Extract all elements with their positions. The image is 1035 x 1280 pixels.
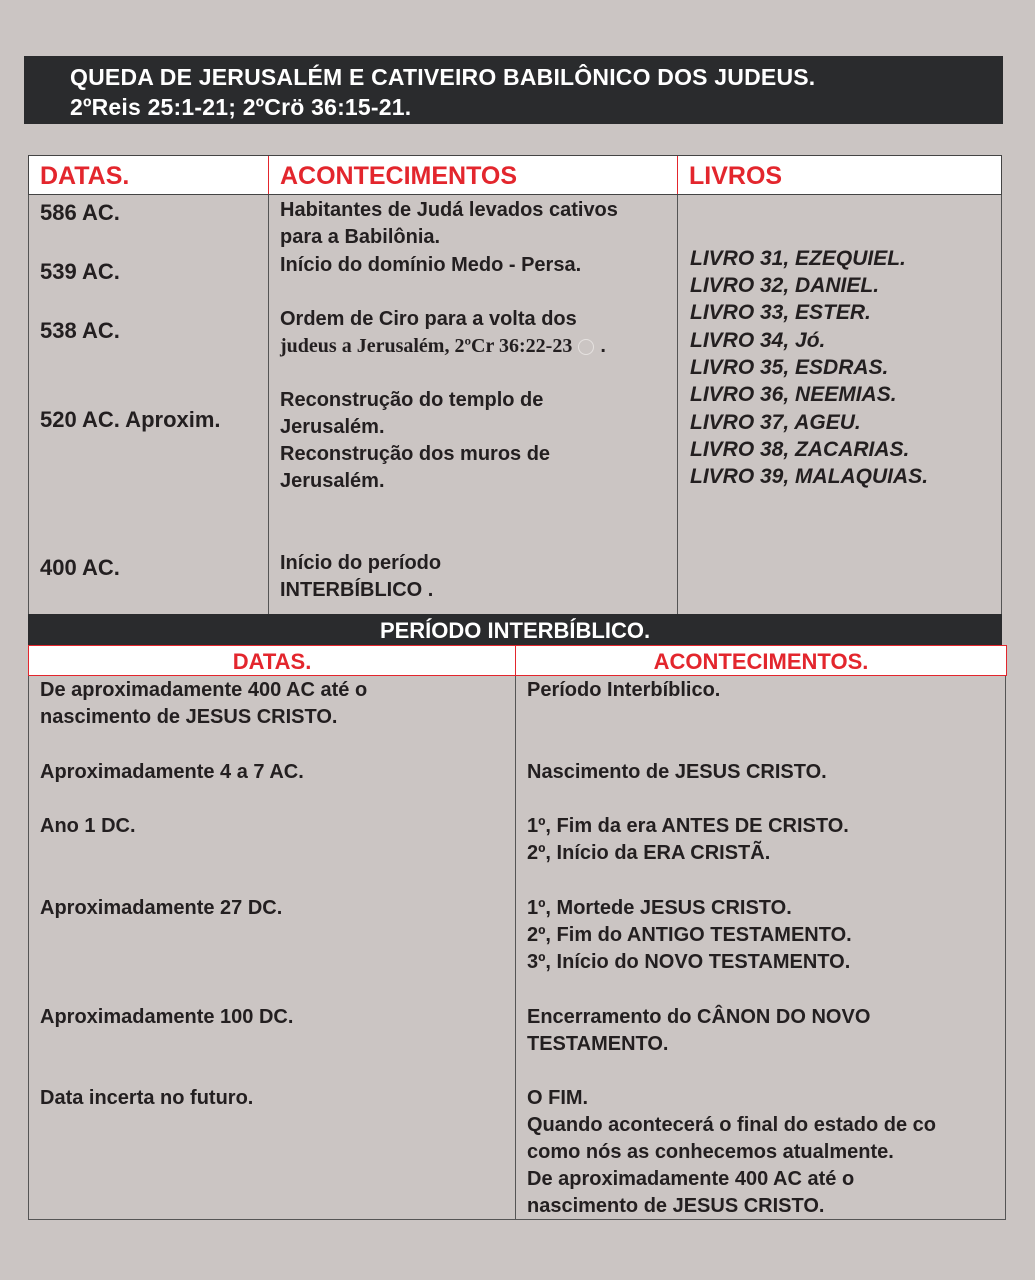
table2-right-border	[1005, 676, 1006, 1220]
title-line-2: 2ºReis 25:1-21; 2ºCrö 36:15-21.	[70, 94, 412, 120]
t2-date-3: Ano 1 DC.	[40, 815, 136, 837]
event-586-line1: Habitantes de Judá levados cativos	[280, 199, 618, 221]
t2-event-6-line1: O FIM.	[527, 1087, 589, 1109]
book-33: LIVRO 33, ESTER.	[690, 301, 871, 324]
table2-left-border	[28, 676, 29, 1220]
event-539: Início do domínio Medo - Persa.	[280, 254, 582, 276]
t2-date-5: Aproximadamente 100 DC.	[40, 1006, 294, 1028]
t2-event-6-line4: De aproximadamente 400 AC até o	[527, 1168, 855, 1190]
event-400-line1: Início do período	[280, 552, 442, 574]
table2-body	[28, 676, 1007, 1220]
table2-bottom-border	[28, 1219, 1006, 1220]
date-538: 538 AC.	[40, 318, 120, 343]
t2-event-1: Período Interbíblico.	[527, 679, 721, 701]
col-header-dates: DATAS.	[29, 156, 269, 194]
col-header-books: LIVROS	[689, 162, 783, 190]
t2-date-4: Aproximadamente 27 DC.	[40, 897, 283, 919]
t2-date-1-line2: nascimento de JESUS CRISTO.	[40, 706, 338, 728]
t2-date-2: Aproximadamente 4 a 7 AC.	[40, 761, 304, 783]
table1-right-border	[1001, 195, 1002, 614]
t2-col-header-dates: DATAS.	[232, 649, 312, 674]
book-31: LIVRO 31, EZEQUIEL.	[690, 247, 906, 270]
t2-event-4-line2: 2º, Fim do ANTIGO TESTAMENTO.	[527, 924, 852, 946]
event-520-line1: Reconstrução do templo de	[280, 389, 544, 411]
t2-event-5-line1: Encerramento do CÂNON DO NOVO	[527, 1006, 871, 1028]
table1-body	[28, 195, 1002, 614]
book-35: LIVRO 35, ESDRAS.	[690, 356, 889, 379]
t2-event-4-line3: 3º, Início do NOVO TESTAMENTO.	[527, 951, 851, 973]
event-538-line2	[280, 333, 606, 360]
t2-event-6-line3: como nós as conhecemos atualmente.	[527, 1141, 894, 1163]
title-line-1: QUEDA DE JERUSALÉM E CATIVEIRO BABILÔNICO DOS JUDEUS.	[70, 64, 816, 90]
book-37: LIVRO 37, AGEU.	[690, 411, 861, 434]
event-538-line1: Ordem de Ciro para a volta dos	[280, 308, 577, 330]
t2-event-2: Nascimento de JESUS CRISTO.	[527, 761, 827, 783]
date-400: 400 AC.	[40, 555, 120, 580]
t2-event-3-line2: 2º, Início da ERA CRISTÃ.	[527, 842, 771, 864]
table2-header	[28, 645, 1007, 676]
t2-col-header-events: ACONTECIMENTOS.	[653, 649, 869, 674]
event-520-line4: Jerusalém.	[280, 470, 385, 492]
date-539: 539 AC.	[40, 259, 120, 284]
date-586: 586 AC.	[40, 200, 120, 225]
interbiblical-band: PERÍODO INTERBÍBLICO.	[28, 614, 1002, 645]
t2-event-5-line2: TESTAMENTO.	[527, 1033, 669, 1055]
date-520: 520 AC. Aproxim.	[40, 407, 221, 432]
event-538-period: .	[600, 335, 606, 357]
t2-event-6-line2: Quando acontecerá o final do estado de co	[527, 1114, 936, 1136]
table2-divider	[515, 676, 516, 1220]
event-586-line2: para a Babilônia.	[280, 226, 441, 248]
t2-date-6: Data incerta no futuro.	[40, 1087, 254, 1109]
t2-event-3-line1: 1º, Fim da era ANTES DE CRISTO.	[527, 815, 849, 837]
book-32: LIVRO 32, DANIEL.	[690, 274, 880, 297]
circle-mark-icon	[578, 339, 594, 355]
table1-divider-2	[677, 195, 678, 614]
table1-left-border	[28, 195, 29, 614]
book-39: LIVRO 39, MALAQUIAS.	[690, 465, 929, 488]
t2-date-1-line1: De aproximadamente 400 AC até o	[40, 679, 368, 701]
table1-divider-1	[268, 195, 269, 614]
table1-header	[28, 155, 1002, 195]
col-header-events: ACONTECIMENTOS	[269, 156, 678, 194]
event-400-line2: INTERBÍBLICO .	[280, 579, 434, 601]
book-34: LIVRO 34, Jó.	[690, 329, 826, 352]
book-38: LIVRO 38, ZACARIAS.	[690, 438, 910, 461]
event-538-ref: judeus a Jerusalém, 2ºCr 36:22-23	[280, 335, 573, 357]
t2-event-6-line5: nascimento de JESUS CRISTO.	[527, 1195, 825, 1217]
event-520-line3: Reconstrução dos muros de	[280, 443, 551, 465]
event-520-line2: Jerusalém.	[280, 416, 385, 438]
book-36: LIVRO 36, NEEMIAS.	[690, 383, 897, 406]
t2-event-4-line1: 1º, Mortede JESUS CRISTO.	[527, 897, 792, 919]
title-banner	[24, 56, 1003, 124]
